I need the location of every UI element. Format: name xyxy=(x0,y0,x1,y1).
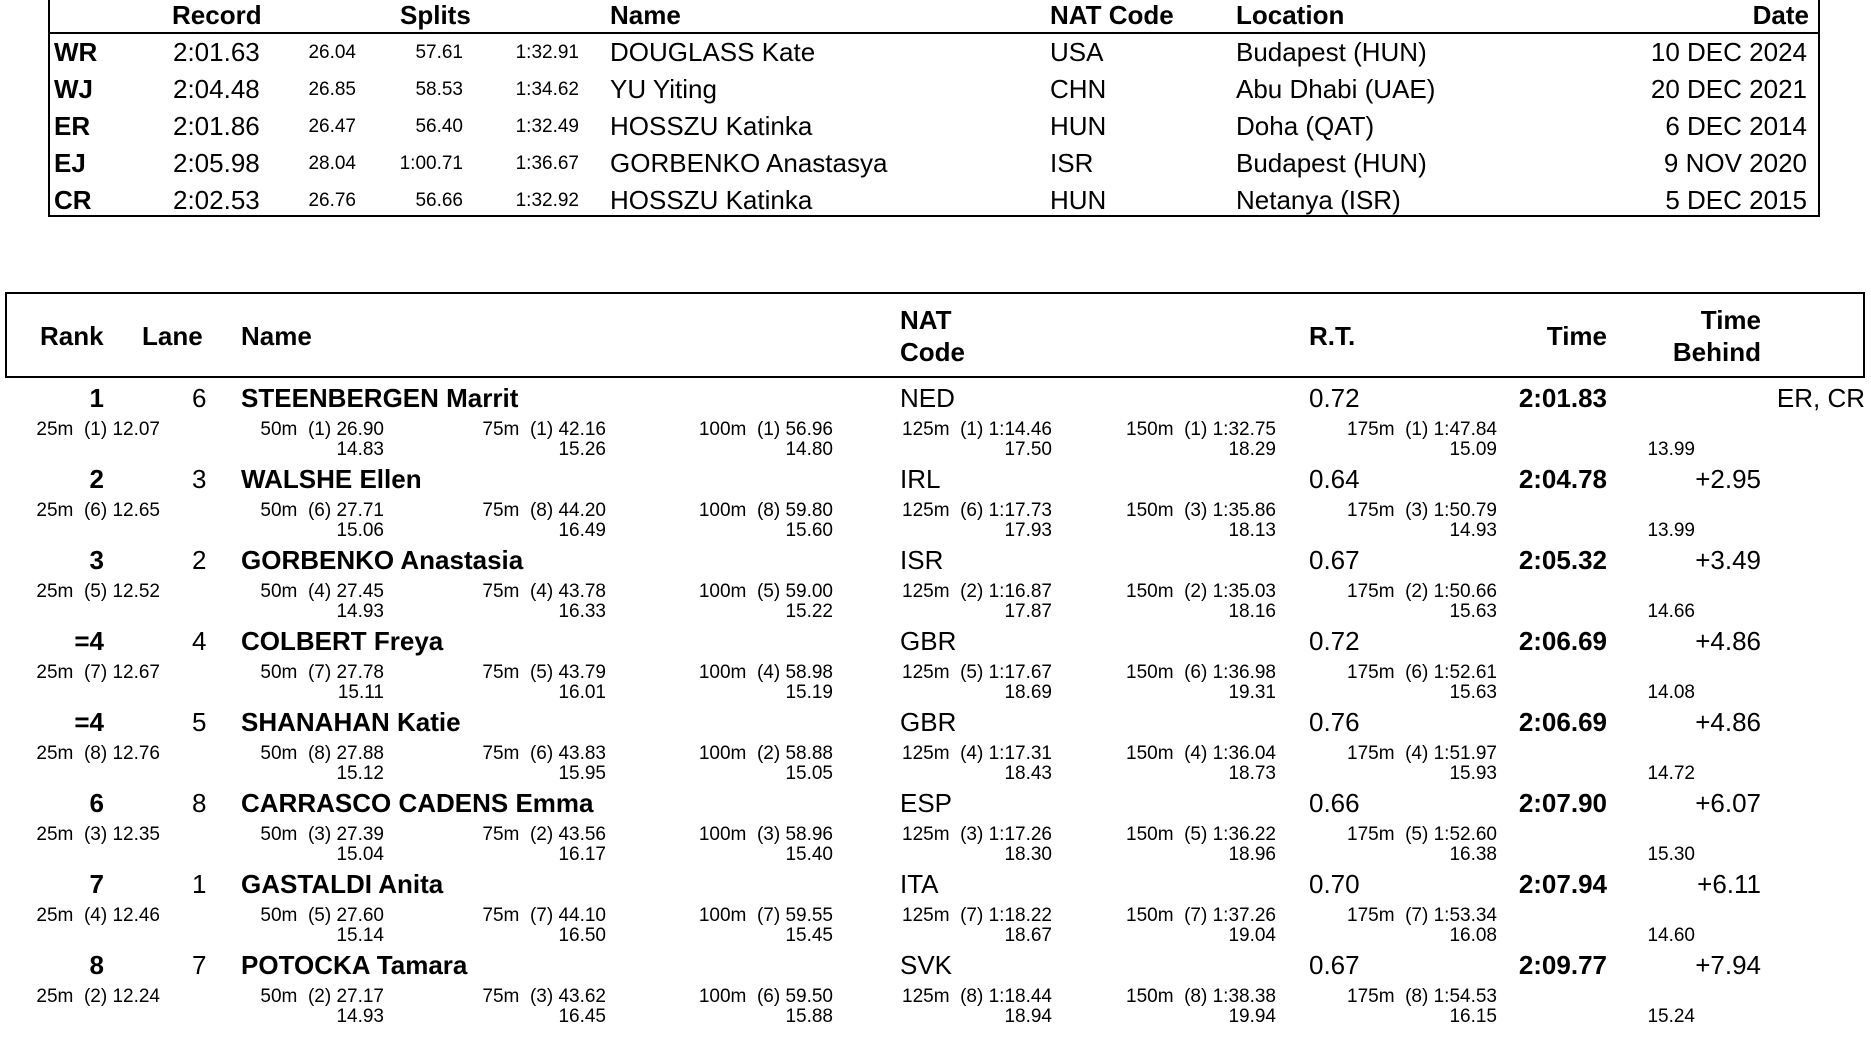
split-d75: 15.95 xyxy=(558,763,606,784)
result-nat: IRL xyxy=(900,464,941,494)
split-s75: 75m (7) 44.10 xyxy=(482,905,606,926)
result-behind: +4.86 xyxy=(1695,707,1761,737)
split-s25: 25m (6) 12.65 xyxy=(36,500,160,521)
results-header-code: Code xyxy=(900,337,965,367)
split-d150: 18.13 xyxy=(1228,520,1276,541)
split-d175: 15.93 xyxy=(1449,763,1497,784)
records-header-date: Date xyxy=(1752,0,1809,30)
record-name: YU Yiting xyxy=(610,74,717,104)
result-nat: SVK xyxy=(900,950,953,980)
split-d50: 14.83 xyxy=(336,439,384,460)
split-dlast: 14.72 xyxy=(1647,763,1695,784)
split-s50: 50m (7) 27.78 xyxy=(260,662,384,683)
split-d175: 16.38 xyxy=(1449,844,1497,865)
result-rt: 0.66 xyxy=(1309,788,1360,818)
split-dlast: 15.30 xyxy=(1647,844,1695,865)
record-s1: 26.04 xyxy=(308,42,356,63)
result-lane: 2 xyxy=(192,545,207,575)
result-rank: 2 xyxy=(89,464,104,494)
result-rt: 0.67 xyxy=(1309,950,1360,980)
split-s175: 175m (1) 1:47.84 xyxy=(1347,419,1497,440)
split-d50: 15.11 xyxy=(337,682,384,703)
result-behind: +4.86 xyxy=(1695,626,1761,656)
split-d75: 16.49 xyxy=(558,520,606,541)
split-s50: 50m (8) 27.88 xyxy=(260,743,384,764)
result-name: GASTALDI Anita xyxy=(241,869,444,899)
result-rank: =4 xyxy=(74,626,104,656)
result-lane: 4 xyxy=(192,626,207,656)
result-nat: ISR xyxy=(900,545,944,575)
record-nat: USA xyxy=(1050,37,1104,67)
result-rank: 1 xyxy=(89,383,104,413)
split-s50: 50m (4) 27.45 xyxy=(260,581,384,602)
result-lane: 7 xyxy=(192,950,207,980)
split-d50: 15.14 xyxy=(336,925,384,946)
split-d175: 16.15 xyxy=(1449,1006,1497,1027)
results-header-rank: Rank xyxy=(40,321,104,351)
result-behind: +7.94 xyxy=(1695,950,1761,980)
record-s2: 56.66 xyxy=(415,190,463,211)
result-rank: 7 xyxy=(89,869,104,899)
result-time: 2:04.78 xyxy=(1518,464,1607,494)
result-rank: =4 xyxy=(74,707,104,737)
split-s75: 75m (5) 43.79 xyxy=(482,662,606,683)
result-time: 2:06.69 xyxy=(1518,707,1607,737)
split-d150: 18.29 xyxy=(1228,439,1276,460)
split-s125: 125m (1) 1:14.46 xyxy=(902,419,1052,440)
split-d125: 17.93 xyxy=(1004,520,1052,541)
split-d75: 15.26 xyxy=(558,439,606,460)
record-date: 6 DEC 2014 xyxy=(1665,111,1807,141)
split-s100: 100m (1) 56.96 xyxy=(698,419,833,440)
record-location: Budapest (HUN) xyxy=(1236,148,1427,178)
record-location: Abu Dhabi (UAE) xyxy=(1236,74,1436,104)
results-header-rt: R.T. xyxy=(1309,321,1356,351)
record-nat: HUN xyxy=(1050,185,1107,215)
record-s1: 26.85 xyxy=(308,79,356,100)
split-d175: 15.63 xyxy=(1449,601,1497,622)
record-s3: 1:32.49 xyxy=(515,116,579,137)
split-d175: 16.08 xyxy=(1449,925,1497,946)
split-s25: 25m (3) 12.35 xyxy=(36,824,160,845)
split-s25: 25m (7) 12.67 xyxy=(36,662,160,683)
split-dlast: 15.24 xyxy=(1647,1006,1695,1027)
split-s150: 150m (8) 1:38.38 xyxy=(1126,986,1276,1007)
record-s3: 1:32.92 xyxy=(515,190,579,211)
record-s3: 1:36.67 xyxy=(515,153,579,174)
record-s1: 28.04 xyxy=(308,153,356,174)
split-s50: 50m (2) 27.17 xyxy=(260,986,384,1007)
split-s125: 125m (6) 1:17.73 xyxy=(902,500,1052,521)
split-s50: 50m (1) 26.90 xyxy=(260,419,384,440)
split-s25: 25m (4) 12.46 xyxy=(36,905,160,926)
split-s50: 50m (5) 27.60 xyxy=(260,905,384,926)
result-rank: 3 xyxy=(89,545,104,575)
split-d150: 19.31 xyxy=(1228,682,1276,703)
split-dlast: 14.08 xyxy=(1647,682,1695,703)
split-s75: 75m (3) 43.62 xyxy=(482,986,606,1007)
result-nat: ESP xyxy=(900,788,953,818)
split-d75: 16.17 xyxy=(558,844,606,865)
split-dlast: 13.99 xyxy=(1647,439,1695,460)
split-dlast: 14.66 xyxy=(1647,601,1695,622)
record-time: 2:01.63 xyxy=(173,37,260,67)
split-d125: 18.94 xyxy=(1004,1006,1052,1027)
result-nat: GBR xyxy=(900,707,957,737)
result-behind: +2.95 xyxy=(1695,464,1761,494)
split-s150: 150m (4) 1:36.04 xyxy=(1126,743,1276,764)
split-s150: 150m (1) 1:32.75 xyxy=(1126,419,1276,440)
split-s150: 150m (6) 1:36.98 xyxy=(1126,662,1276,683)
results-header-time: Time xyxy=(1546,321,1607,351)
records-header-splits: Splits xyxy=(400,0,471,30)
split-s150: 150m (3) 1:35.86 xyxy=(1126,500,1276,521)
split-s175: 175m (7) 1:53.34 xyxy=(1347,905,1497,926)
split-s125: 125m (3) 1:17.26 xyxy=(902,824,1052,845)
record-time: 2:05.98 xyxy=(173,148,260,178)
result-name: GORBENKO Anastasia xyxy=(241,545,524,575)
split-d175: 15.09 xyxy=(1449,439,1497,460)
split-d175: 14.93 xyxy=(1449,520,1497,541)
result-rt: 0.70 xyxy=(1309,869,1360,899)
record-time: 2:04.48 xyxy=(173,74,260,104)
records-header-nat: NAT Code xyxy=(1050,0,1174,30)
record-date: 20 DEC 2021 xyxy=(1650,74,1807,104)
split-d125: 18.69 xyxy=(1004,682,1052,703)
split-d75: 16.01 xyxy=(558,682,606,703)
record-date: 10 DEC 2024 xyxy=(1650,37,1807,67)
result-rank: 8 xyxy=(89,950,104,980)
result-rank: 6 xyxy=(89,788,104,818)
split-s175: 175m (8) 1:54.53 xyxy=(1347,986,1497,1007)
result-rt: 0.72 xyxy=(1309,383,1360,413)
split-d100: 15.60 xyxy=(785,520,833,541)
results-header-name: Name xyxy=(241,321,312,351)
split-d50: 15.06 xyxy=(336,520,384,541)
split-d50: 14.93 xyxy=(336,1006,384,1027)
split-s150: 150m (2) 1:35.03 xyxy=(1126,581,1276,602)
record-name: DOUGLASS Kate xyxy=(610,37,816,67)
split-dlast: 14.60 xyxy=(1647,925,1695,946)
record-location: Doha (QAT) xyxy=(1236,111,1375,141)
records-header-record: Record xyxy=(172,0,262,30)
split-d100: 15.88 xyxy=(785,1006,833,1027)
result-time: 2:01.83 xyxy=(1518,383,1607,413)
split-s100: 100m (8) 59.80 xyxy=(698,500,833,521)
split-s175: 175m (3) 1:50.79 xyxy=(1347,500,1497,521)
result-name: WALSHE Ellen xyxy=(241,464,422,494)
split-d50: 15.04 xyxy=(336,844,384,865)
split-s25: 25m (2) 12.24 xyxy=(36,986,160,1007)
split-s50: 50m (6) 27.71 xyxy=(260,500,384,521)
result-time: 2:05.32 xyxy=(1518,545,1607,575)
result-time: 2:07.90 xyxy=(1518,788,1607,818)
record-nat: CHN xyxy=(1050,74,1107,104)
split-d50: 14.93 xyxy=(336,601,384,622)
record-s3: 1:34.62 xyxy=(515,79,579,100)
results-header-time-behind-1: Time xyxy=(1700,305,1761,335)
split-d175: 15.63 xyxy=(1449,682,1497,703)
split-s100: 100m (4) 58.98 xyxy=(698,662,833,683)
split-d100: 15.05 xyxy=(785,763,833,784)
split-s150: 150m (7) 1:37.26 xyxy=(1126,905,1276,926)
result-note: ER, CR xyxy=(1776,383,1865,413)
record-date: 5 DEC 2015 xyxy=(1665,185,1807,215)
result-behind: +6.07 xyxy=(1695,788,1761,818)
result-name: SHANAHAN Katie xyxy=(241,707,461,737)
split-s125: 125m (5) 1:17.67 xyxy=(902,662,1052,683)
result-nat: NED xyxy=(900,383,955,413)
split-d100: 15.45 xyxy=(785,925,833,946)
split-d125: 18.30 xyxy=(1004,844,1052,865)
split-d50: 15.12 xyxy=(336,763,384,784)
record-location: Budapest (HUN) xyxy=(1236,37,1427,67)
split-d125: 17.87 xyxy=(1004,601,1052,622)
record-type: WR xyxy=(54,37,98,67)
split-d125: 18.67 xyxy=(1004,925,1052,946)
result-behind: +6.11 xyxy=(1697,869,1761,899)
split-d100: 15.40 xyxy=(785,844,833,865)
split-s100: 100m (6) 59.50 xyxy=(698,986,833,1007)
result-rt: 0.72 xyxy=(1309,626,1360,656)
result-rt: 0.67 xyxy=(1309,545,1360,575)
split-s100: 100m (5) 59.00 xyxy=(698,581,833,602)
record-s1: 26.76 xyxy=(308,190,356,211)
split-s25: 25m (1) 12.07 xyxy=(36,419,160,440)
split-dlast: 13.99 xyxy=(1647,520,1695,541)
split-d75: 16.50 xyxy=(558,925,606,946)
split-s25: 25m (5) 12.52 xyxy=(36,581,160,602)
split-d150: 19.04 xyxy=(1228,925,1276,946)
record-nat: HUN xyxy=(1050,111,1107,141)
record-type: CR xyxy=(54,185,92,215)
result-name: STEENBERGEN Marrit xyxy=(241,383,519,413)
result-lane: 3 xyxy=(192,464,207,494)
split-s125: 125m (7) 1:18.22 xyxy=(902,905,1052,926)
split-s175: 175m (6) 1:52.61 xyxy=(1347,662,1497,683)
result-rt: 0.76 xyxy=(1309,707,1360,737)
split-d150: 19.94 xyxy=(1228,1006,1276,1027)
records-header-location: Location xyxy=(1236,0,1345,30)
record-s2: 1:00.71 xyxy=(399,153,463,174)
result-lane: 6 xyxy=(192,383,207,413)
record-type: ER xyxy=(54,111,91,141)
split-s75: 75m (8) 44.20 xyxy=(482,500,606,521)
record-name: HOSSZU Katinka xyxy=(610,111,813,141)
split-s75: 75m (6) 43.83 xyxy=(482,743,606,764)
split-s25: 25m (8) 12.76 xyxy=(36,743,160,764)
split-d100: 15.19 xyxy=(785,682,833,703)
record-name: GORBENKO Anastasya xyxy=(610,148,888,178)
split-d150: 18.73 xyxy=(1228,763,1276,784)
record-nat: ISR xyxy=(1050,148,1094,178)
record-name: HOSSZU Katinka xyxy=(610,185,813,215)
result-lane: 5 xyxy=(192,707,207,737)
split-d75: 16.45 xyxy=(558,1006,606,1027)
split-s175: 175m (4) 1:51.97 xyxy=(1347,743,1497,764)
results-header-time-behind-2: Behind xyxy=(1672,337,1761,367)
result-time: 2:07.94 xyxy=(1518,869,1607,899)
split-s100: 100m (2) 58.88 xyxy=(698,743,833,764)
result-name: COLBERT Freya xyxy=(241,626,444,656)
split-d150: 18.96 xyxy=(1228,844,1276,865)
split-s75: 75m (1) 42.16 xyxy=(482,419,606,440)
split-s75: 75m (2) 43.56 xyxy=(482,824,606,845)
split-d150: 18.16 xyxy=(1228,601,1276,622)
result-nat: GBR xyxy=(900,626,957,656)
split-d75: 16.33 xyxy=(558,601,606,622)
records-header-frame xyxy=(48,0,1820,32)
result-behind: +3.49 xyxy=(1695,545,1761,575)
record-s2: 58.53 xyxy=(415,79,463,100)
result-rt: 0.64 xyxy=(1309,464,1360,494)
record-time: 2:02.53 xyxy=(173,185,260,215)
record-type: WJ xyxy=(54,74,93,104)
split-d125: 17.50 xyxy=(1004,439,1052,460)
results-header-nat: NAT xyxy=(900,305,952,335)
results-header-lane: Lane xyxy=(142,321,203,351)
result-lane: 8 xyxy=(192,788,207,818)
record-time: 2:01.86 xyxy=(173,111,260,141)
record-location: Netanya (ISR) xyxy=(1236,185,1401,215)
records-header-name: Name xyxy=(610,0,681,30)
result-name: CARRASCO CADENS Emma xyxy=(241,788,594,818)
record-s2: 56.40 xyxy=(415,116,463,137)
split-d100: 15.22 xyxy=(785,601,833,622)
record-date: 9 NOV 2020 xyxy=(1663,148,1807,178)
split-s175: 175m (5) 1:52.60 xyxy=(1347,824,1497,845)
record-s2: 57.61 xyxy=(415,42,463,63)
result-time: 2:06.69 xyxy=(1518,626,1607,656)
split-s150: 150m (5) 1:36.22 xyxy=(1126,824,1276,845)
record-s1: 26.47 xyxy=(308,116,356,137)
split-s125: 125m (2) 1:16.87 xyxy=(902,581,1052,602)
record-s3: 1:32.91 xyxy=(515,42,579,63)
split-s100: 100m (7) 59.55 xyxy=(698,905,833,926)
result-nat: ITA xyxy=(900,869,939,899)
result-time: 2:09.77 xyxy=(1518,950,1607,980)
result-lane: 1 xyxy=(192,869,207,899)
split-s125: 125m (8) 1:18.44 xyxy=(902,986,1052,1007)
split-s100: 100m (3) 58.96 xyxy=(698,824,833,845)
split-d100: 14.80 xyxy=(785,439,833,460)
split-s125: 125m (4) 1:17.31 xyxy=(902,743,1052,764)
record-type: EJ xyxy=(54,148,86,178)
split-d125: 18.43 xyxy=(1004,763,1052,784)
split-s50: 50m (3) 27.39 xyxy=(260,824,384,845)
result-name: POTOCKA Tamara xyxy=(241,950,468,980)
split-s175: 175m (2) 1:50.66 xyxy=(1347,581,1497,602)
split-s75: 75m (4) 43.78 xyxy=(482,581,606,602)
